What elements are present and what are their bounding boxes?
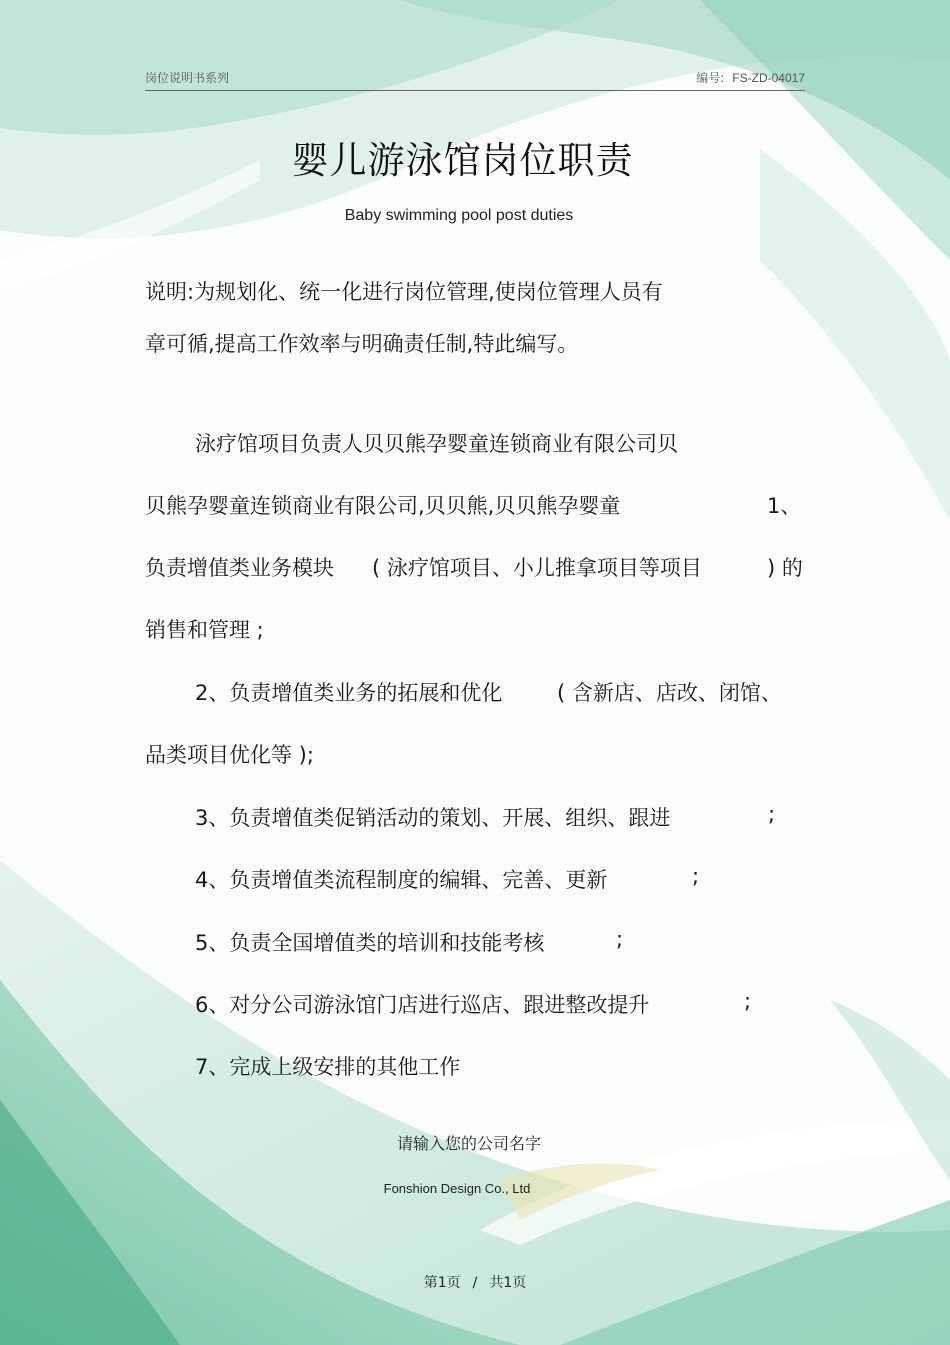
item-2-line-2: 品类项目优化等 ); bbox=[145, 743, 314, 767]
document-subtitle: Baby swimming pool post duties bbox=[344, 207, 574, 224]
item-7: 7、完成上级安排的其他工作 bbox=[195, 1055, 461, 1079]
item-2-b: ( 含新店、店改、闭馆、 bbox=[557, 681, 782, 705]
item-5-tail: ; bbox=[616, 927, 624, 951]
document-title: 婴儿游泳馆岗位职责 bbox=[291, 139, 634, 182]
item-3-tail: ; bbox=[768, 802, 776, 826]
item-6 bbox=[195, 989, 795, 1019]
body-line-4: 销售和管理 ; bbox=[145, 618, 264, 642]
item-4-text: 4、负责增值类流程制度的编辑、完善、更新 bbox=[195, 868, 608, 892]
body-line-3-c: ) 的 bbox=[767, 556, 803, 580]
company-name-placeholder: 请输入您的公司名字 bbox=[396, 1134, 541, 1153]
body-line-2-text: 贝熊孕婴童连锁商业有限公司,贝贝熊,贝贝熊孕婴童 bbox=[145, 494, 621, 518]
company-name-en: Fonshion Design Co., Ltd bbox=[383, 1181, 531, 1196]
item-4-tail: ; bbox=[692, 864, 700, 888]
item-5 bbox=[195, 927, 795, 957]
item-3-text: 3、负责增值类促销活动的策划、开展、组织、跟进 bbox=[195, 806, 671, 830]
pager-separator: / bbox=[472, 1275, 478, 1291]
page-indicator bbox=[0, 1272, 950, 1292]
header-series: 岗位说明书系列 bbox=[145, 71, 230, 85]
body-line-1: 泳疗馆项目负责人贝贝熊孕婴童连锁商业有限公司贝 bbox=[195, 432, 678, 456]
item-1-number: 1、 bbox=[767, 494, 802, 518]
item-6-text: 6、对分公司游泳馆门店进行巡店、跟进整改提升 bbox=[195, 993, 650, 1017]
body-line-3-b: ( 泳疗馆项目、小儿推拿项目等项目 bbox=[372, 556, 702, 580]
item-3 bbox=[195, 802, 795, 832]
pager-current: 第1页 bbox=[423, 1275, 461, 1291]
intro-line-2: 章可循,提高工作效率与明确责任制,特此编写。 bbox=[145, 332, 579, 356]
header-code bbox=[696, 69, 805, 86]
item-4 bbox=[195, 864, 795, 894]
header-code-label: 编号: bbox=[696, 71, 725, 85]
body-line-3 bbox=[145, 552, 805, 582]
item-5-text: 5、负责全国增值类的培训和技能考核 bbox=[195, 931, 545, 955]
item-2-line-1 bbox=[195, 677, 805, 707]
intro-line-1: 说明:为规划化、统一化进行岗位管理,使岗位管理人员有 bbox=[145, 280, 663, 304]
item-2-a: 2、负责增值类业务的拓展和优化 bbox=[195, 681, 503, 705]
body-line-2 bbox=[145, 490, 805, 520]
body-line-3-a: 负责增值类业务模块 bbox=[145, 556, 334, 580]
item-6-tail: ; bbox=[744, 989, 752, 1013]
pager-total: 共1页 bbox=[489, 1275, 527, 1291]
header-code-value: FS-ZD-04017 bbox=[732, 71, 805, 85]
header-divider bbox=[145, 90, 805, 91]
